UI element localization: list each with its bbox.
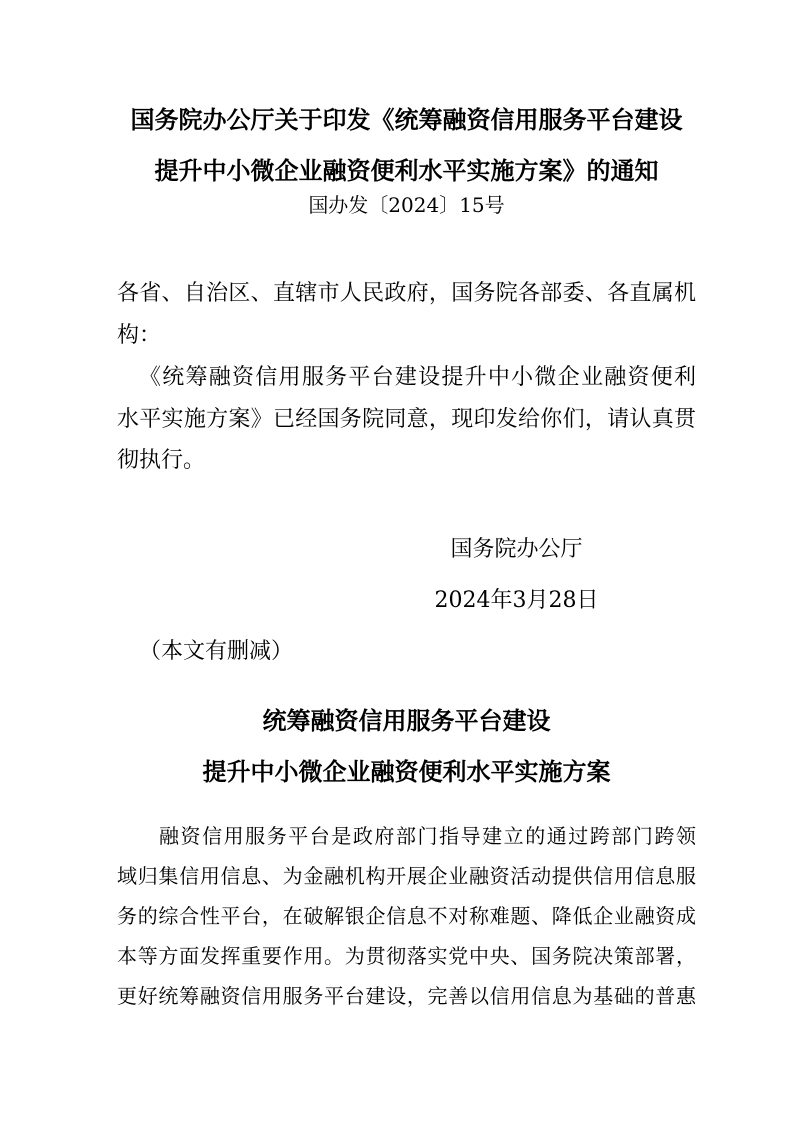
- plan-paragraph-line-1: 融资信用服务平台是政府部门指导建立的通过跨部门跨领: [159, 824, 696, 848]
- plan-title-line-1: 统筹融资信用服务平台建设: [262, 707, 551, 735]
- salutation-line-2: 构：: [117, 323, 162, 348]
- notice-body-line-2: 水平实施方案》已经国务院同意，现印发给你们，请认真贯: [117, 407, 696, 432]
- notice-title-line-2: 提升中小微企业融资便利水平实施方案》的通知: [154, 157, 659, 185]
- signature-org: 国务院办公厅: [450, 537, 583, 562]
- plan-title-line-2: 提升中小微企业融资便利水平实施方案: [202, 758, 611, 786]
- redaction-note: （本文有删减）: [139, 639, 294, 664]
- notice-body-line-1: 《统筹融资信用服务平台建设提升中小微企业融资便利: [139, 365, 696, 390]
- plan-paragraph-line-5: 更好统筹融资信用服务平台建设，完善以信用信息为基础的普惠: [117, 984, 696, 1008]
- notice-body-line-3: 彻执行。: [117, 448, 206, 473]
- plan-paragraph-line-4: 本等方面发挥重要作用。为贯彻落实党中央、国务院决策部署，: [117, 944, 696, 968]
- salutation-line-1: 各省、自治区、直辖市人民政府，国务院各部委、各直属机: [117, 281, 696, 306]
- notice-title-line-1: 国务院办公厅关于印发《统筹融资信用服务平台建设: [130, 106, 683, 134]
- plan-paragraph-line-3: 务的综合性平台，在破解银企信息不对称难题、降低企业融资成: [117, 904, 696, 928]
- document-number: 国办发〔2024〕15号: [308, 193, 505, 217]
- signature-date: 2024年3月28日: [434, 588, 599, 613]
- plan-paragraph-line-2: 域归集信用信息、为金融机构开展企业融资活动提供信用信息服: [117, 864, 696, 888]
